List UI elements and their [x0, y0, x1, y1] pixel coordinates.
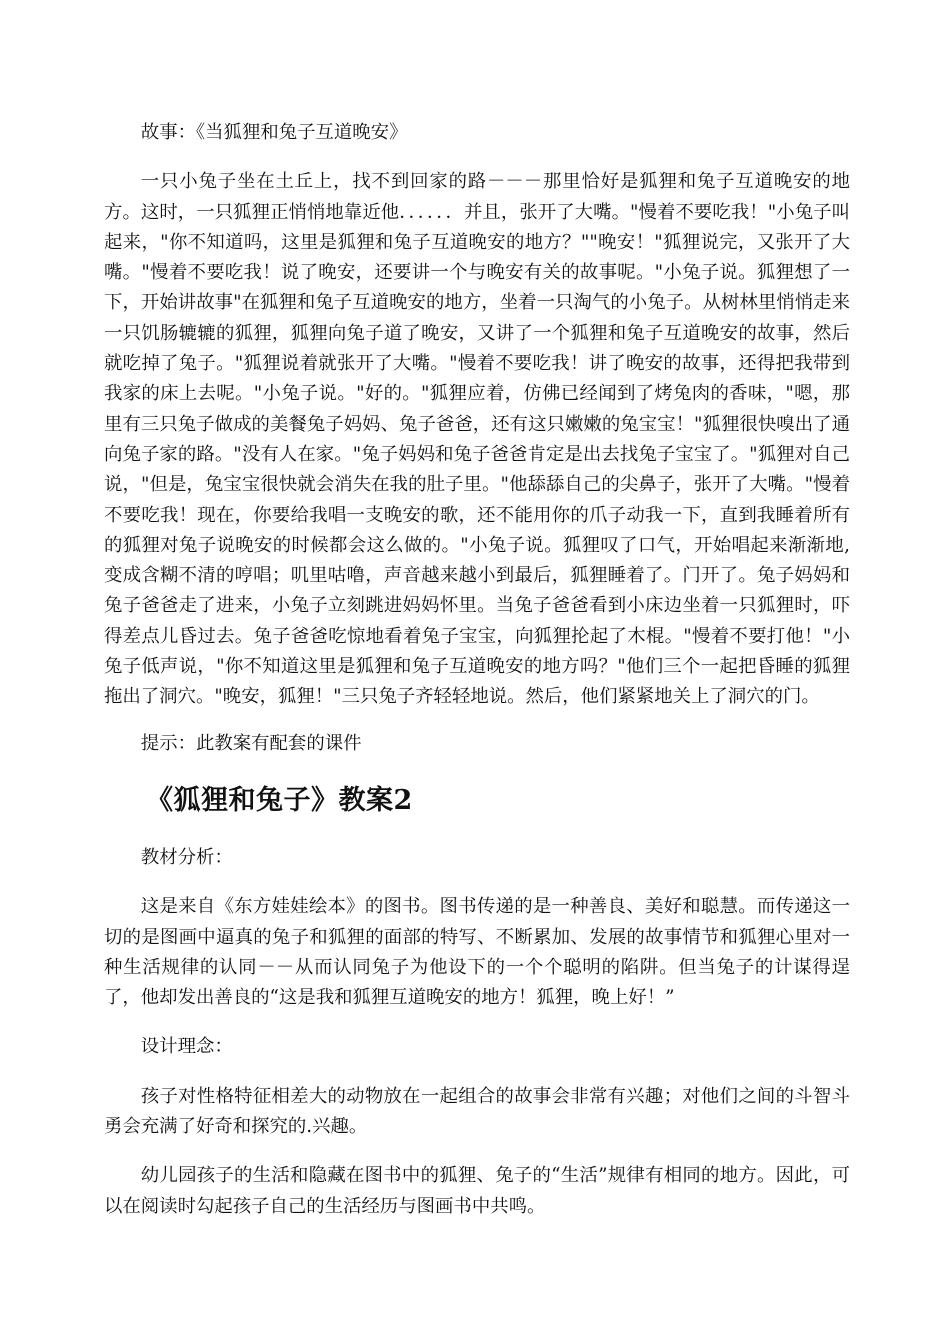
- story-paragraph: 一只小兔子坐在土丘上，找不到回家的路－－－那里恰好是狐狸和兔子互道晚安的地方。这时，一只狐狸正悄悄地靠近他．．．．．．并且，张开了大嘴。"慢着不要吃我！"小兔子叫起来，"你不知道吗，这里是狐狸和兔子互道晚安的地方？""晚安！"狐狸说完，又张开了大嘴。"慢着不要吃我！说了晚安，还要讲一个与晚安有关的故事呢。"小兔子说。狐狸想了一下，开始讲故事"在狐狸和兔子互道晚安的地方，坐着一只淘气的小兔子。从树林里悄悄走来一只饥肠辘辘的狐狸，狐狸向兔子道了晚安，又讲了一个狐狸和兔子互道晚安的故事，然后就吃掉了兔子。"狐狸说着就张开了大嘴。"慢着不要吃我！讲了晚安的故事，还得把我带到我家的床上去呢。"小兔子说。"好的。"狐狸应着，仿佛已经闻到了烤兔肉的香味，"嗯，那里有三只兔子做成的美餐兔子妈妈、兔子爸爸，还有这只嫩嫩的兔宝宝！"狐狸很快嗅出了通向兔子家的路。"没有人在家。"兔子妈妈和兔子爸爸肯定是出去找兔子宝宝了。"狐狸对自己说，"但是，兔宝宝很快就会消失在我的肚子里。"他舔舔自己的尖鼻子，张开了大嘴。"慢着不要吃我！现在，你要给我唱一支晚安的歌，还不能用你的爪子动我一下，直到我睡着所有的狐狸对兔子说晚安的时候都会这么做的。"小兔子说。狐狸叹了口气，开始唱起来渐渐地,变成含糊不清的哼唱；叽里咕噜，声音越来越小到最后，狐狸睡着了。门开了。兔子妈妈和兔子爸爸走了进来，小兔子立刻跳进妈妈怀里。当兔子爸爸看到小床边坐着一只狐狸时，吓得差点儿昏过去。兔子爸爸吃惊地看着兔子宝宝，向狐狸抡起了木棍。"慢着不要打他！"小兔子低声说，"你不知道这里是狐狸和兔子互道晚安的地方吗？"他们三个一起把昏睡的狐狸拖出了洞穴。"晚安，狐狸！"三只兔子齐轻轻地说。然后，他们紧紧地关上了洞穴的门。: [104, 171, 850, 708]
- material-analysis-paragraph: 这是来自《东方娃娃绘本》的图书。图书传递的是一种善良、美好和聪慧。而传递这一切的是图画中逼真的兔子和狐狸的面部的特写、不断累加、发展的故事情节和狐狸心里对一种生活规律的认同－－从而认同兔子为他设下的一个个聪明的陷阱。但当兔子的计谋得逞了，他却发出善良的“这是我和狐狸互道晚安的地方！狐狸，晚上好！”: [104, 896, 850, 1009]
- material-analysis-heading: 教材分析：: [140, 846, 233, 868]
- design-concept-paragraph-1: 孩子对性格特征相差大的动物放在一起组合的故事会非常有兴趣；对他们之间的斗智斗勇会充满了好奇和探究的.兴趣。: [104, 1085, 850, 1138]
- hint-line: 提示：此教案有配套的课件: [140, 732, 362, 754]
- section-title: 《狐狸和兔子》教案2: [146, 784, 413, 816]
- document-body: [104, 118, 850, 1222]
- design-concept-heading: 设计理念：: [140, 1036, 233, 1058]
- story-title: 故事：《当狐狸和兔子互道晚安》: [140, 122, 408, 143]
- design-concept-paragraph-2: 幼儿园孩子的生活和隐藏在图书中的狐狸、兔子的“生活”规律有相同的地方。因此，可以在阅读时勾起孩子自己的生活经历与图画书中共鸣。: [104, 1165, 850, 1217]
